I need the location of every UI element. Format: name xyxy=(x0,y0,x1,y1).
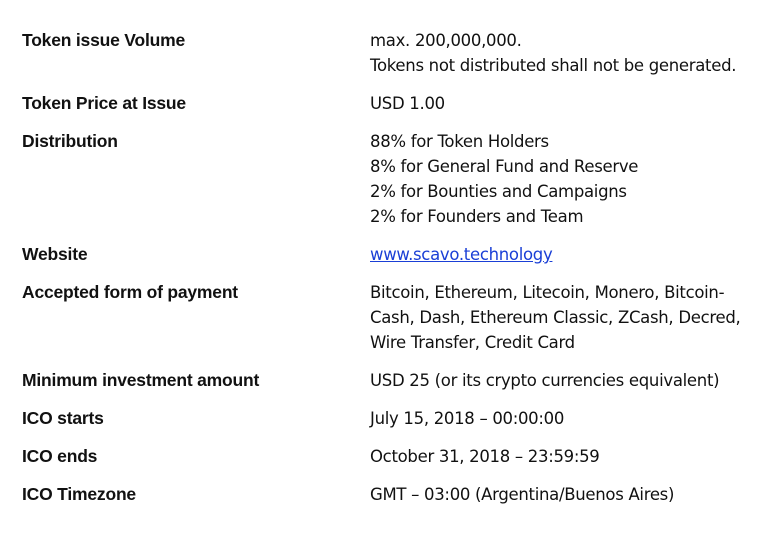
value-line: 88% for Token Holders xyxy=(370,132,549,151)
value-line: GMT – 03:00 (Argentina/Buenos Aires) xyxy=(370,485,675,504)
row-ico-starts xyxy=(22,406,752,431)
value-line: Tokens not distributed shall not be generated. xyxy=(370,56,737,75)
value-line: USD 25 (or its crypto currencies equivalent) xyxy=(370,371,720,390)
row-value xyxy=(370,129,752,229)
row-value xyxy=(370,280,752,355)
row-label: Token Price at Issue xyxy=(22,93,186,113)
value-line: USD 1.00 xyxy=(370,94,445,113)
row-accepted-payment xyxy=(22,280,752,355)
row-value xyxy=(370,406,752,431)
value-line: 2% for Bounties and Campaigns xyxy=(370,182,627,201)
value-line: July 15, 2018 – 00:00:00 xyxy=(370,409,565,428)
row-value xyxy=(370,91,752,116)
ico-details-table xyxy=(22,28,752,520)
value-line: Wire Transfer, Credit Card xyxy=(370,333,575,352)
row-token-price xyxy=(22,91,752,116)
row-value xyxy=(370,368,752,393)
row-value xyxy=(370,482,752,507)
value-line: Bitcoin, Ethereum, Litecoin, Monero, Bitcoin- xyxy=(370,283,725,302)
row-value xyxy=(370,28,752,78)
value-line: 8% for General Fund and Reserve xyxy=(370,157,639,176)
row-label: Accepted form of payment xyxy=(22,282,238,302)
row-token-issue-volume xyxy=(22,28,752,78)
row-label: Distribution xyxy=(22,131,118,151)
value-line: 2% for Founders and Team xyxy=(370,207,584,226)
row-label: Website xyxy=(22,244,88,264)
row-website xyxy=(22,242,752,267)
row-distribution xyxy=(22,129,752,229)
value-line: Cash, Dash, Ethereum Classic, ZCash, Decred, xyxy=(370,308,741,327)
row-label: ICO Timezone xyxy=(22,484,136,504)
row-ico-timezone xyxy=(22,482,752,507)
value-line: October 31, 2018 – 23:59:59 xyxy=(370,447,600,466)
row-label: ICO ends xyxy=(22,446,98,466)
row-label: Minimum investment amount xyxy=(22,370,260,390)
row-label: ICO starts xyxy=(22,408,104,428)
row-value xyxy=(370,242,752,267)
row-label: Token issue Volume xyxy=(22,30,186,50)
row-ico-ends xyxy=(22,444,752,469)
row-minimum-investment xyxy=(22,368,752,393)
value-line: max. 200,000,000. xyxy=(370,31,522,50)
website-link[interactable]: www.scavo.technology xyxy=(370,245,553,264)
row-value xyxy=(370,444,752,469)
